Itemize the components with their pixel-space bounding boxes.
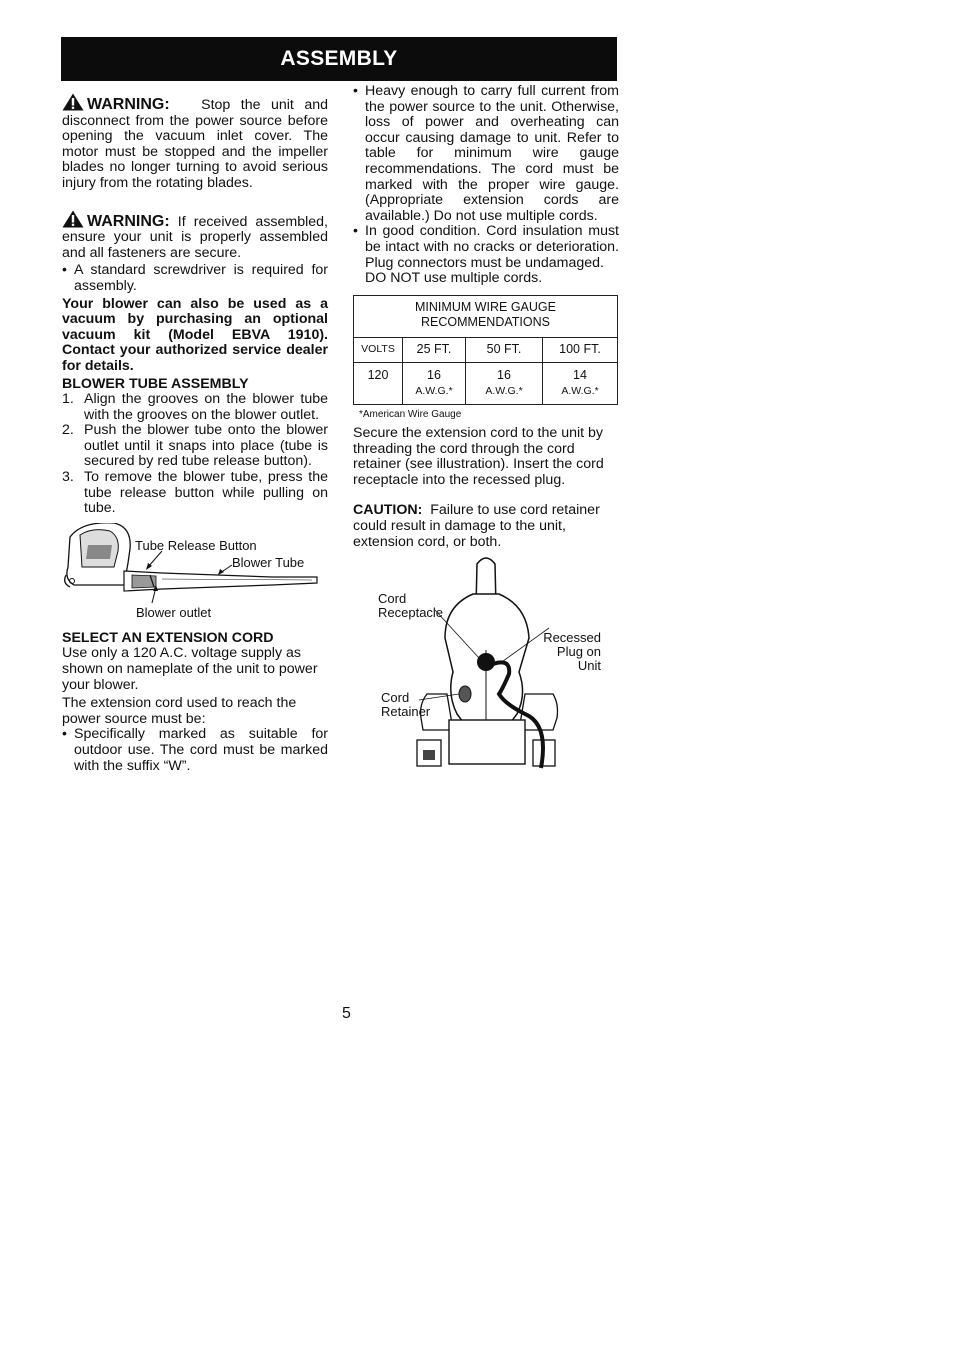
table-header: 100 FT.	[543, 337, 618, 362]
step-2: 2. Push the blower tube onto the blower outlet until it snaps into place (tube is secured by red tube release button).	[62, 422, 328, 470]
bullet-screwdriver: • A standard screwdriver is required for assembly.	[62, 262, 328, 294]
left-column	[62, 93, 328, 774]
table-cell-volts: 120	[354, 362, 403, 404]
blower-tube-figure	[62, 523, 328, 627]
warning-assembled	[62, 210, 328, 262]
vacuum-kit-note: Your blower can also be used as a vacuum by purchasing an optional vacuum kit (Model EBVA 1910). Contact your authorized service dealer for details.	[62, 295, 328, 374]
cord-receptacle-label: Cord Receptacle	[378, 591, 444, 621]
recessed-plug-label: Recessed Plug on Unit	[543, 630, 601, 674]
page-number: 5	[342, 1005, 351, 1022]
table-cell: 16 A.W.G.*	[466, 362, 543, 404]
bullet-heavy-enough: • Heavy enough to carry full current from the power source to the unit. Otherwise, loss of power and overheating can occur causing damage to unit. Refer to table for minimum wire gauge recommendations. The cord must be marked with the proper wire gauge. (Appropriate extension cords are available.) Do not use multiple cords.	[353, 83, 619, 224]
warning-text: If received assembled, ensure your unit is properly assembled and all fasteners are secure.	[62, 213, 328, 261]
step-3: 3. To remove the blower tube, press the tube release button while pulling on tube.	[62, 469, 328, 517]
warning-triangle-icon	[62, 93, 84, 111]
table-footnote: *American Wire Gauge	[359, 408, 462, 420]
blower-tube-heading: BLOWER TUBE ASSEMBLY	[62, 375, 249, 392]
table-header: VOLTS	[354, 337, 403, 362]
table-header: 25 FT.	[403, 337, 466, 362]
warning-label: WARNING:	[87, 212, 170, 230]
table-header: 50 FT.	[466, 337, 543, 362]
warning-stop-unit	[62, 93, 328, 192]
table-title: MINIMUM WIRE GAUGE RECOMMENDATIONS	[354, 295, 618, 337]
wire-gauge-table	[353, 295, 618, 405]
blower-outlet-label: Blower outlet	[136, 604, 212, 620]
caution-text: Failure to use cord retainer could result in damage to the unit, extension cord, or both.	[353, 502, 600, 550]
warning-triangle-icon	[62, 210, 84, 228]
table-cell: 16 A.W.G.*	[403, 362, 466, 404]
extension-cord-heading: SELECT AN EXTENSION CORD	[62, 629, 274, 646]
caution-note	[353, 503, 619, 550]
step-1: 1. Align the grooves on the blower tube with the grooves on the blower outlet.	[62, 391, 328, 423]
bullet-outdoor: • Specifically marked as suitable for outdoor use. The cord must be marked with the suffix “W”.	[62, 726, 328, 774]
caution-label: CAUTION:	[353, 502, 423, 519]
bullet-good-condition: • In good condition. Cord insulation must be intact with no cracks or deterioration. Plug connectors must be undamaged. DO NOT use multiple cords.	[353, 223, 619, 287]
cord-retainer-label: Cord Retainer	[381, 690, 431, 720]
right-column	[353, 84, 619, 769]
tube-release-label: Tube Release Button	[135, 537, 257, 553]
extension-voltage-text: Use only a 120 A.C. voltage supply as shown on nameplate of the unit to power your blower.	[62, 645, 318, 693]
section-title: ASSEMBLY	[280, 47, 398, 70]
warning-label: WARNING:	[87, 96, 170, 113]
section-header	[61, 37, 617, 81]
cord-retainer-figure	[353, 554, 619, 769]
table-cell: 14 A.W.G.*	[543, 362, 618, 404]
secure-cord-text: Secure the extension cord to the unit by threading the cord through the cord retainer (see illustration). Insert the cord receptacle into the recessed plug.	[353, 425, 604, 488]
warning-text: Stop the unit and disconnect from the power source before opening the vacuum inlet cover. The motor must be stopped and the impeller blades no longer turning to avoid serious injury from the rotating blades.	[62, 97, 329, 191]
extension-reach-text: The extension cord used to reach the power source must be:	[62, 695, 297, 727]
blower-tube-label: Blower Tube	[232, 554, 305, 570]
